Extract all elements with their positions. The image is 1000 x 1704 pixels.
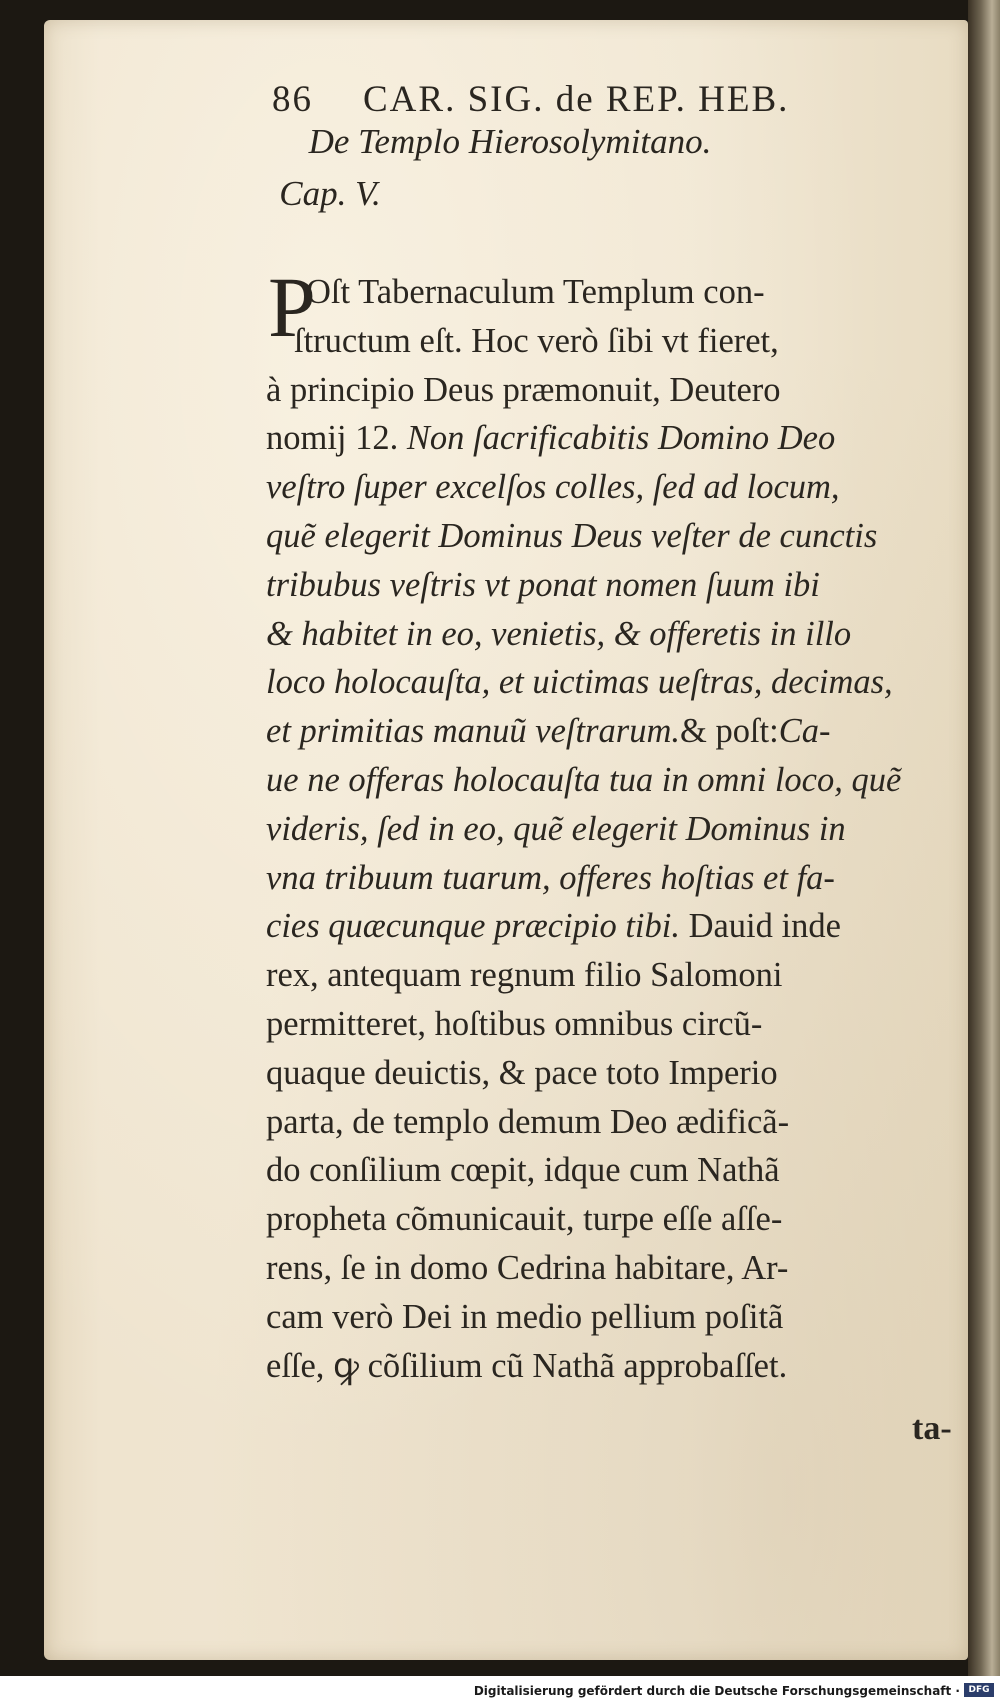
text-line	[266, 854, 966, 903]
text-segment: rens, ſe in domo Cedrina habitare, Ar-	[266, 1248, 789, 1287]
text-segment: vna tribuum tuarum, offeres hoſtias et fa-	[266, 858, 835, 897]
chapter-number: Cap. V.	[279, 174, 381, 213]
text-segment: videris, ſed in eo, quẽ elegerit Dominus in	[266, 809, 846, 848]
text-line	[266, 1293, 966, 1342]
text-line	[266, 1049, 966, 1098]
text-segment: nomij 12.	[266, 419, 407, 458]
text-line	[266, 658, 966, 707]
footer-credit: Digitalisierung gefördert durch die Deutsche Forschungsgemeinschaft ·	[473, 1684, 960, 1698]
text-line	[266, 951, 966, 1000]
text-line	[266, 1000, 966, 1049]
catchword: ta-	[912, 1410, 952, 1447]
text-segment: Non ſacrificabitis Domino Deo	[406, 419, 836, 458]
text-segment: & habitet in eo, venietis, & offeretis in illo	[266, 614, 852, 653]
text-segment: quaque deuictis, & pace toto Imperio	[266, 1053, 778, 1092]
text-line	[266, 610, 966, 659]
text-segment: parta, de templo demum Deo ædificã-	[266, 1102, 790, 1141]
text-segment: Dauid inde	[679, 907, 841, 946]
text-segment: ue ne offeras holocauſta tua in omni loco, quẽ	[266, 760, 902, 799]
text-segment: permitteret, hoſtibus omnibus circũ-	[266, 1004, 763, 1043]
text-segment: tribubus veſtris vt ponat nomen ſuum ibi	[266, 565, 820, 604]
running-head-title: CAR. SIG. de REP. HEB.	[363, 79, 790, 120]
page-number: 86	[272, 79, 313, 120]
text-line	[266, 512, 966, 561]
text-line	[266, 414, 966, 463]
text-line	[266, 366, 966, 415]
book-edge	[968, 0, 1000, 1676]
text-line	[266, 707, 966, 756]
text-line	[266, 756, 966, 805]
text-segment: propheta cõmunicauit, turpe eſſe aſſe-	[266, 1200, 783, 1239]
text-segment: rex, antequam regnum filio Salomoni	[266, 956, 783, 995]
text-line	[266, 317, 966, 366]
text-line	[266, 902, 966, 951]
text-segment: à principio Deus præmonuit, Deutero	[266, 370, 781, 409]
text-segment: et primitias manuũ veſtrarum.	[266, 712, 680, 751]
text-line	[266, 805, 966, 854]
text-line	[266, 1195, 966, 1244]
text-segment: eſſe, ꝙ cõſilium cũ Nathã approbaſſet.	[266, 1346, 788, 1385]
chapter-title: De Templo Hierosolymitano.	[308, 122, 712, 161]
text-segment: ſtructum eſt. Hoc verò ſibi vt fieret,	[294, 321, 779, 360]
text-segment: loco holocauſta, et uictimas ueſtras, decimas,	[266, 663, 893, 702]
text-segment: & poſt:	[679, 712, 779, 751]
text-segment: do conſilium cœpit, idque cum Nathã	[266, 1151, 780, 1190]
text-segment: cies quæcunque præcipio tibi.	[266, 907, 680, 946]
drop-cap: P	[268, 259, 316, 355]
text-segment: veſtro ſuper excelſos colles, ſed ad locum,	[266, 468, 840, 507]
text-line	[266, 1342, 966, 1391]
text-segment: quẽ elegerit Dominus Deus veſter de cunctis	[266, 516, 878, 555]
text-line	[266, 463, 966, 512]
text-line	[266, 1244, 966, 1293]
text-line	[266, 268, 966, 317]
body-text	[266, 268, 966, 1390]
text-segment: cam verò Dei in medio pellium poſitã	[266, 1297, 784, 1336]
text-segment: Oſt Tabernaculum Templum con-	[306, 273, 765, 311]
text-line	[266, 1098, 966, 1147]
dfg-logo-icon: DFG	[964, 1683, 994, 1697]
running-head	[272, 78, 789, 121]
text-line	[266, 1146, 966, 1195]
text-line	[266, 561, 966, 610]
text-segment: Ca-	[778, 712, 831, 751]
